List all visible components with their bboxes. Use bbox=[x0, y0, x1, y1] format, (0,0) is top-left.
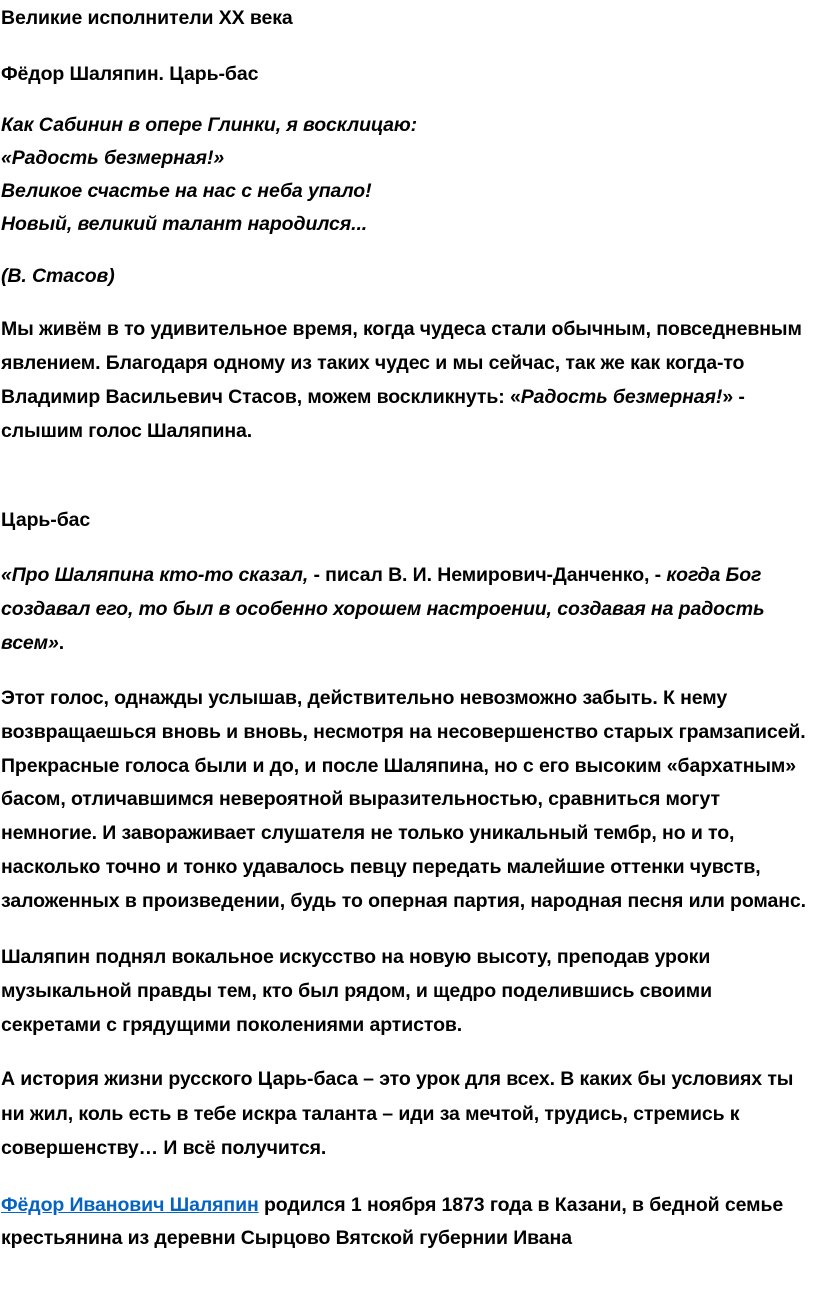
biography-text: родился 1 ноября 1873 года в Казани, в бедной семье крестьянина из деревни Сырцово Вятской губернии Ивана bbox=[1, 1193, 784, 1250]
verse-line: «Радость безмерная!» bbox=[1, 147, 225, 169]
intro-quote-open: « bbox=[509, 386, 521, 408]
intro-quote-close: » bbox=[722, 386, 734, 408]
quote-attribution: - писал В. И. Немирович-Данченко, - bbox=[308, 564, 667, 586]
document-title: Великие исполнители XX века bbox=[1, 7, 293, 29]
section-title: Царь-бас bbox=[1, 509, 91, 531]
intro-paragraph bbox=[1, 312, 812, 448]
quote-italic-end: когда Бог создавал его, то был в особенно хорошем настроении, создавая на радость всем» bbox=[1, 564, 765, 654]
verse-attribution: (В. Стасов) bbox=[1, 265, 115, 287]
intro-text: Мы живём в то удивительное время, когда чудеса стали обычным, повседневным явлением. Благодаря одному из таких чудес и мы сейчас, так же как когда-то Владимир Васильевич Стасов, можем воскликнуть: bbox=[1, 318, 802, 408]
quote-italic-start: «Про Шаляпина кто-то сказал, bbox=[1, 564, 309, 586]
body-paragraph: Этот голос, однажды услышав, действительно невозможно забыть. К нему возвращаешься вновь и вновь, несмотря на несовершенство старых грамзаписей. Прекрасные голоса были и до, и после Шаляпина, но с его высоким «бархатным» басом, отличавшимся невероятной выразительностью, сравниться могут немногие. И завораживает слушателя не только уникальный тембр, но и то, насколько точно и тонко удавалось певцу передать малейшие оттенки чувств, заложенных в произведении, будь то оперная партия, народная песня или романс. bbox=[1, 687, 806, 912]
verse-line: Как Сабинин в опере Глинки, я восклицаю: bbox=[1, 114, 418, 136]
intro-text-end: - слышим голос Шаляпина. bbox=[1, 386, 745, 442]
document-subtitle: Фёдор Шаляпин. Царь-бас bbox=[1, 63, 259, 85]
poem-verse bbox=[1, 109, 812, 241]
shalyapin-link[interactable]: Фёдор Иванович Шаляпин bbox=[1, 1193, 259, 1216]
quote-end: . bbox=[58, 632, 65, 654]
biography-paragraph bbox=[1, 1189, 812, 1256]
intro-quote: Радость безмерная! bbox=[520, 386, 723, 408]
body-paragraph: А история жизни русского Царь-баса – это урок для всех. В каких бы условиях ты ни жил, коль есть в тебе искра таланта – иди за мечтой, трудись, стремись к совершенству… И всё получится. bbox=[1, 1068, 794, 1160]
quote-paragraph bbox=[1, 558, 812, 660]
verse-line: Новый, великий талант народился... bbox=[1, 213, 368, 235]
body-paragraph: Шаляпин поднял вокальное искусство на новую высоту, преподав уроки музыкальной правды тем, кто был рядом, и щедро поделившись своими секретами с грядущими поколениями артистов. bbox=[1, 945, 712, 1037]
verse-line: Великое счастье на нас с неба упало! bbox=[1, 180, 372, 202]
